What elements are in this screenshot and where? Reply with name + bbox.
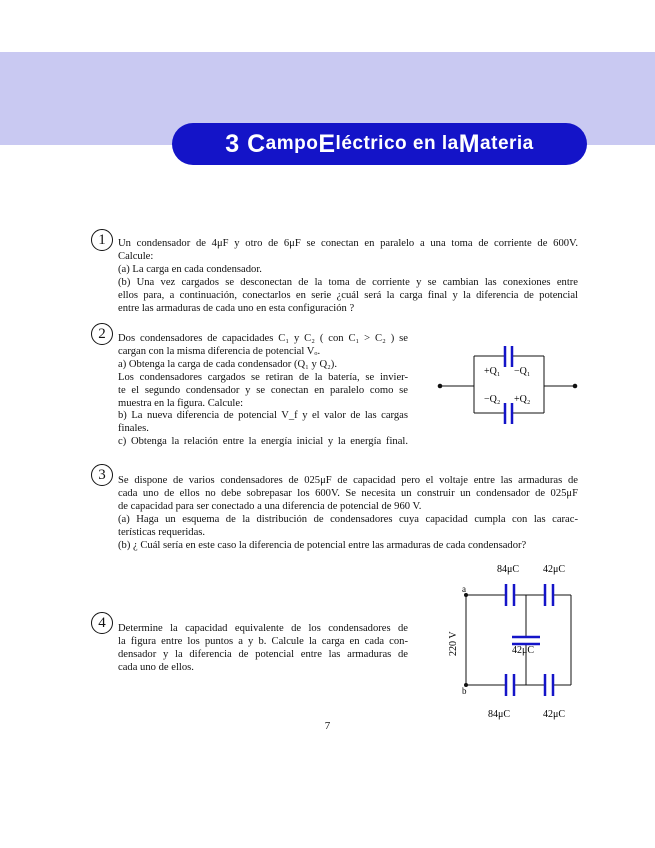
- terminal-right: [573, 384, 578, 389]
- label-top-42: 42μC: [543, 564, 566, 575]
- label-minus-q2: −Q₂: [484, 394, 501, 405]
- problem-2-text: Dos condensadores de capacidades C₁ y C₂ ( con C₁ > C₂ ) se cargan con la misma diferencia de potencial Vₒ. a) Obtenga la carga de cada condensador (Q₁ y Q₂). Los condensadores cargados se retiran de la batería, se invier- te el segundo condensador y se conectan en paralelo como se muestra en la figura. Calcule: b) La nueva diferencia de potencial V_f y el valor de las cargas finales. c) Obtenga la relación entre la energía inicial y la energía final.: [118, 333, 408, 448]
- label-middle-42: 42μC: [512, 645, 535, 656]
- problem-2-number: 2: [91, 323, 113, 345]
- problem-1-text: Un condensador de 4μF y otro de 6μF se conectan en paralelo a una toma de corriente de 600V. Calcule: (a) La carga en cada condensador. (b) Una vez cargados se desconectan de la toma de corriente y se cambian las conexiones entre ellos para, a continuación, conectarlos en serie ¿cuál será la carga final y la diferencia de potencial entre las armaduras de cada uno en esta configuración ?: [118, 238, 578, 314]
- page-number: 7: [324, 720, 331, 732]
- terminal-left: [438, 384, 443, 389]
- label-top-84: 84μC: [497, 564, 520, 575]
- chapter-title: 3 C ampo E léctrico en la M ateria: [172, 123, 587, 165]
- label-plus-q2: +Q₂: [514, 394, 531, 405]
- problem-3-number: 3: [91, 464, 113, 486]
- problem-2-circuit: [430, 340, 590, 430]
- label-bottom-42: 42μC: [543, 709, 566, 720]
- label-bottom-84: 84μC: [488, 709, 511, 720]
- point-a-label: a: [462, 584, 466, 594]
- chapter-number: 3: [225, 129, 240, 158]
- problem-1-number: 1: [91, 229, 113, 251]
- problem-3-text: Se dispone de varios condensadores de 025μF de capacidad pero el voltaje entre las armaduras de cada uno de ellos no debe sobrepasar los 600V. Se necesita un construir un condensador de 025μF de capacidad para ser conectado a una diferencia de potencial de 960 V. (a) Haga un esquema de la distribución de condensadores cuya capacidad cumpla con las carac- terísticas requeridas. (b) ¿ Cuál sería en este caso la diferencia de potencial entre las armaduras de cada condensador?: [118, 475, 578, 551]
- label-minus-q1: −Q₁: [514, 366, 531, 377]
- problem-4-circuit: [440, 560, 590, 725]
- problem-4-text: Determine la capacidad equivalente de los condensadores de la figura entre los puntos a y b. Calcule la carga en cada con- densador y la diferencia de potencial entre las armaduras de cada uno de ellos.: [118, 623, 408, 673]
- label-plus-q1: +Q₁: [484, 366, 501, 377]
- problem-4-number: 4: [91, 612, 113, 634]
- label-voltage: 220 V: [448, 631, 459, 656]
- point-b-label: b: [462, 686, 467, 696]
